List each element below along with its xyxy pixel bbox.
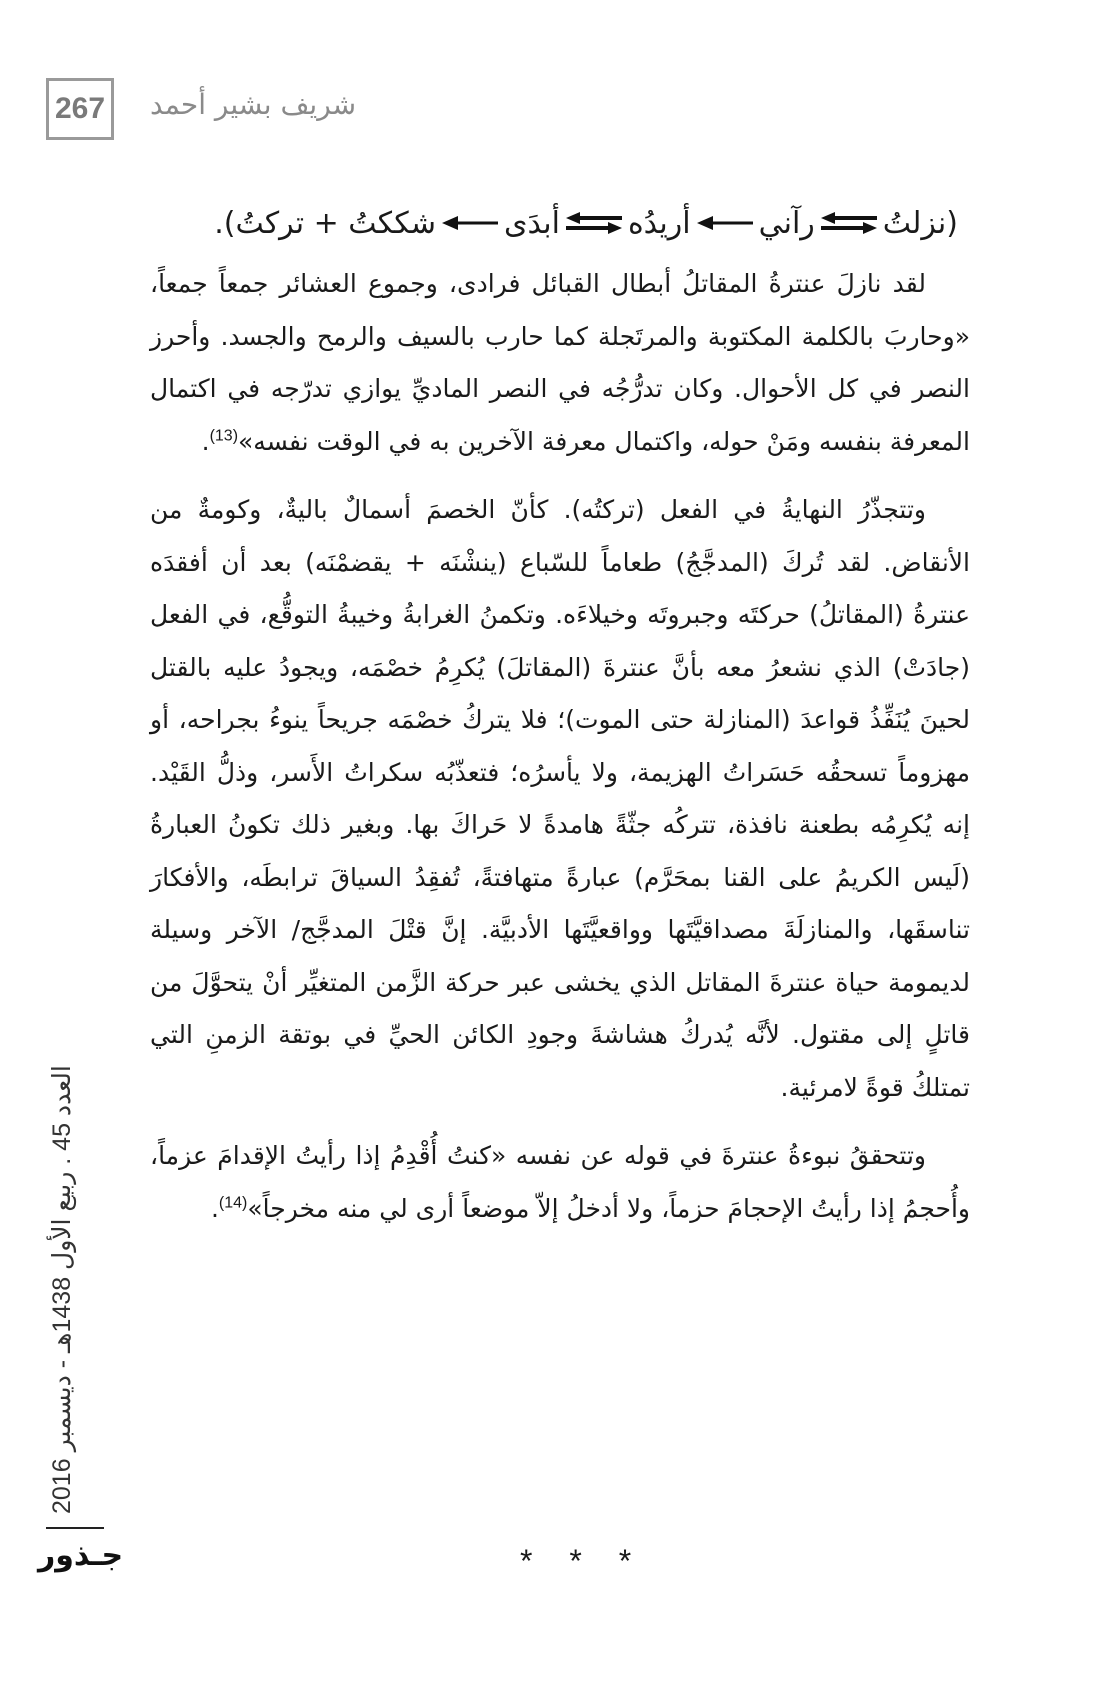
left-right-arrow-icon: [821, 212, 877, 234]
paragraph-3: [150, 1130, 970, 1235]
paragraph-2: [150, 484, 970, 1114]
footnote-ref-13: (13): [209, 427, 239, 445]
formula-word-1: (نزلتُ: [882, 205, 958, 241]
footnote-ref-14: (14): [218, 1194, 248, 1212]
paragraph-tail: .: [210, 1193, 219, 1223]
formula-word-3: أريدُه: [627, 205, 691, 241]
verb-sequence-formula: [170, 198, 960, 248]
paragraph-tail: .: [201, 426, 210, 456]
left-arrow-icon: [697, 216, 753, 230]
paragraph-text: وتتجذّرُ النهايةُ في الفعل (تركتُه). كأنّ الخصمَ أسمالٌ باليةٌ، وكومةٌ من الأنقاض. لقد تُركَ (المدجَّجُ) طعاماً للسّباع (ينشْنَه + يقضمْنَه) بعد أن أفقدَه عنترةُ (المقاتلُ) حركتَه وجبروتَه وخيلاءَه. وتكمنُ الغرابةُ وخيبةُ التوقُّع، في الفعل (جادَتْ) الذي نشعرُ معه بأنَّ عنترةَ (المقاتلَ) يُكرِمُ خصْمَه، ويجودُ عليه بالقتل لحينَ يُنَفِّذُ قواعدَ (المنازلة حتى الموت)؛ فلا يتركُ خصْمَه جريحاً ينوءُ بجراحه، أو مهزوماً تسحقُه حَسَراتُ الهزيمة، ولا يأسرُه؛ فتعذّبُه سكراتُ الأَسر، وذلُّ القَيْد. إنه يُكرِمُه بطعنة نافذة، تتركُه جثّةً هامدةً لا حَراكَ بها. وبغير ذلك تكونُ العبارةُ (لَيس الكريمُ على القنا بمحَرَّم) عبارةً متهافتةً، تُفقِدُ السياقَ ترابطَه، والأفكارَ تناسقَها، والمنازلَةَ مصداقيَّتَها وواقعيَّتَها الأدبيَّة. إنَّ قتْلَ المدجَّج/ الآخر وسيلة لديمومة حياة عنترةَ المقاتل الذي يخشى عبر حركة الزَّمن المتغيِّر أنْ يتحوَّلَ من قاتلٍ إلى مقتول. لأنَّه يُدركُ هشاشةَ وجودِ الكائن الحيِّ في بوتقة الزمنِ التي تمتلكُ قوةً لامرئية.: [150, 495, 970, 1102]
page-number: [46, 78, 114, 140]
formula-word-5: شككتُ + تركتُ).: [214, 205, 437, 241]
page-number-text: 267: [54, 92, 106, 125]
paragraph-text: لقد نازلَ عنترةُ المقاتلُ أبطال القبائل فرادى، وجموع العشائر جمعاً جمعاً، «وحاربَ بالكلمة المكتوبة والمرتَجلة كما حارب بالسيف والرمح والجسد. وأحرز النصر في كل الأحوال. وكان تدرُّجُه في النصر الماديِّ يوازي تدرّجه في اكتمال المعرفة بنفسه ومَنْ حوله، واكتمال معرفة الآخرين به في الوقت نفسه»: [150, 269, 970, 456]
formula-word-2: رآني: [758, 205, 815, 241]
paragraph-text: وتتحققُ نبوءةُ عنترةَ في قوله عن نفسه «كنتُ أُقْدِمُ إذا رأيتُ الإقدامَ عزماً، وأُحجمُ إذا رأيتُ الإحجامَ حزماً، ولا أدخلُ إلاّ موضعاً أرى لي منه مخرجاً»: [150, 1141, 970, 1223]
article-body: [150, 258, 970, 1235]
paragraph-1: [150, 258, 970, 468]
section-separator: * * *: [520, 1543, 646, 1579]
left-arrow-icon: [442, 216, 498, 230]
journal-divider: [46, 1527, 104, 1529]
running-header-author: شريف بشير أحمد: [150, 88, 357, 121]
formula-word-4: أبدَى: [504, 205, 560, 241]
issue-info-vertical: العدد 45 . ربيع الأول 1438هـ - ديسمبر 2016: [48, 1065, 76, 1514]
journal-logo: جـذور: [38, 1538, 124, 1573]
left-right-arrow-icon: [566, 212, 622, 234]
